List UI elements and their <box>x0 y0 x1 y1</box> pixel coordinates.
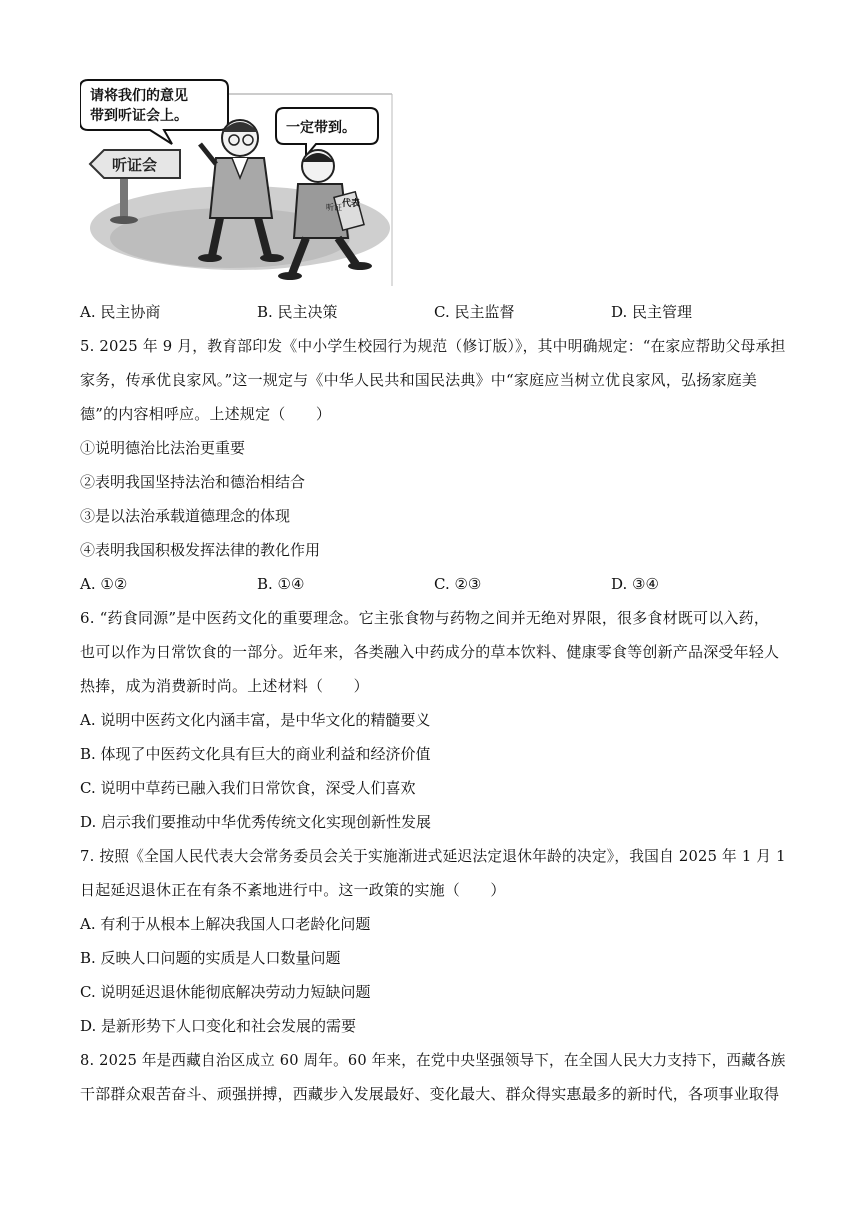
q5-stem-line2: 家务，传承优良家风。”这一规定与《中华人民共和国民法典》中“家庭应当树立优良家风，弘扬家庭美 <box>80 371 758 389</box>
q7-stem-line1: 7. 按照《全国人民代表大会常务委员会关于实施渐进式延迟法定退休年龄的决定》，我国自 2025 年 1 月 1 <box>80 847 786 865</box>
q7-option-a: A. 有利于从根本上解决我国人口老龄化问题 <box>80 915 371 933</box>
q6-option-c: C. 说明中草药已融入我们日常饮食，深受人们喜欢 <box>80 779 416 797</box>
q8-stem-line1: 8. 2025 年是西藏自治区成立 60 周年。60 年来，在党中央坚强领导下，在全国人民大力支持下，西藏各族 <box>80 1051 786 1069</box>
q7-option-d: D. 是新形势下人口变化和社会发展的需要 <box>80 1017 357 1035</box>
q5-stem-line1: 5. 2025 年 9 月，教育部印发《中小学生校园行为规范（修订版）》，其中明确规定：“在家应帮助父母承担 <box>80 337 786 355</box>
q6-option-a: A. 说明中医药文化内涵丰富，是中华文化的精髓要义 <box>80 711 431 729</box>
q7-option-c: C. 说明延迟退休能彻底解决劳动力短缺问题 <box>80 983 371 1001</box>
q5-stem-line3: 德”的内容相呼应。上述规定（ ） <box>80 405 332 423</box>
q5-statement-4: ④表明我国积极发挥法律的教化作用 <box>80 541 321 559</box>
bubble-right-text: 一定带到。 <box>286 120 356 136</box>
q6-option-d: D. 启示我们要推动中华优秀传统文化实现创新性发展 <box>80 813 432 831</box>
q8-stem-line2: 干部群众艰苦奋斗、顽强拼搏，西藏步入发展最好、变化最大、群众得实惠最多的新时代，各项事业取得 <box>80 1085 780 1103</box>
q6-stem-line1: 6. “药食同源”是中医药文化的重要理念。它主张食物与药物之间并无绝对界限，很多食材既可以入药， <box>80 609 770 627</box>
sign-label: 听证会 <box>112 156 158 174</box>
cartoon-illustration <box>80 78 394 288</box>
q5-statement-2: ②表明我国坚持法治和德治相结合 <box>80 473 306 491</box>
q5-option-c: C. ②③ <box>434 575 482 593</box>
q4-option-d: D. 民主管理 <box>611 303 693 321</box>
q7-option-b: B. 反映人口问题的实质是人口数量问题 <box>80 949 341 967</box>
q6-option-b: B. 体现了中医药文化具有巨大的商业利益和经济价值 <box>80 745 431 763</box>
book-label-1: 代表 <box>342 199 361 209</box>
book-label-2: 听证 <box>326 203 342 212</box>
q4-option-b: B. 民主决策 <box>257 303 338 321</box>
q4-option-c: C. 民主监督 <box>434 303 515 321</box>
q6-stem-line3: 热捧，成为消费新时尚。上述材料（ ） <box>80 677 369 695</box>
bubble-left-line1: 请将我们的意见 <box>90 88 188 104</box>
q5-option-a: A. ①② <box>80 575 128 593</box>
q5-statement-3: ③是以法治承载道德理念的体现 <box>80 507 291 525</box>
q5-option-d: D. ③④ <box>611 575 659 593</box>
q5-statement-1: ①说明德治比法治更重要 <box>80 439 246 457</box>
q4-option-a: A. 民主协商 <box>80 303 161 321</box>
q7-stem-line2: 日起延迟退休正在有条不紊地进行中。这一政策的实施（ ） <box>80 881 506 899</box>
q6-stem-line2: 也可以作为日常饮食的一部分。近年来，各类融入中药成分的草本饮料、健康零食等创新产品深受年轻人 <box>80 643 780 661</box>
q5-option-b: B. ①④ <box>257 575 305 593</box>
bubble-left-line2: 带到听证会上。 <box>90 108 188 124</box>
